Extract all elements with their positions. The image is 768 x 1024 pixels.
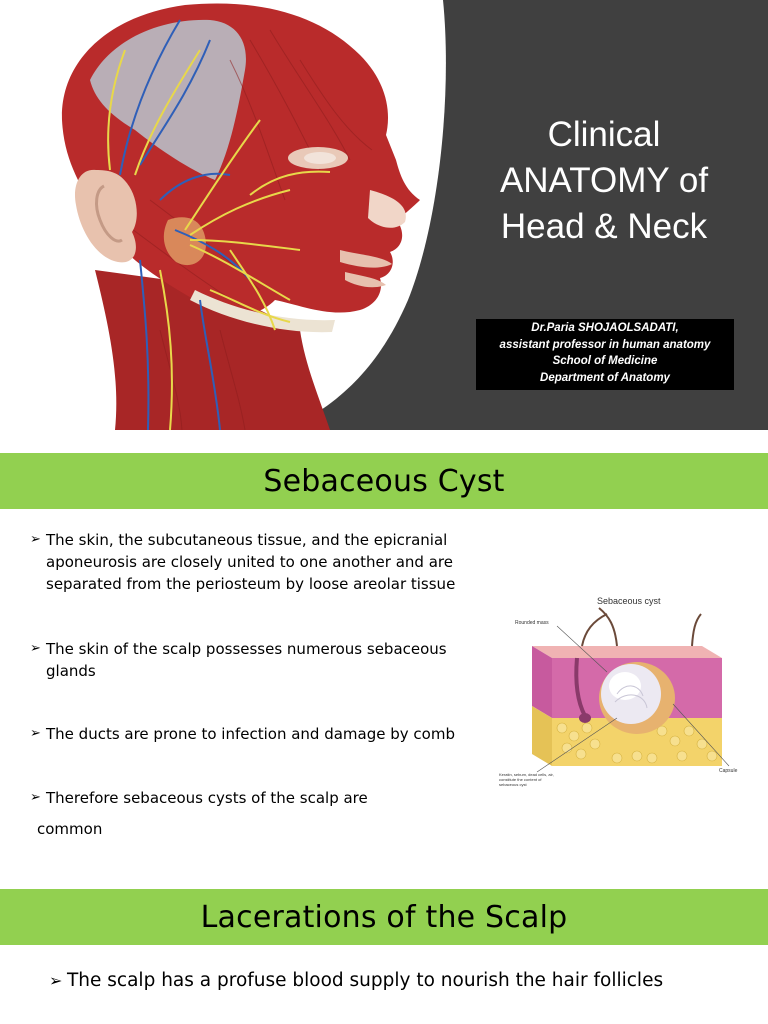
slide-title: Lacerations of the Scalp [200,899,568,935]
bullet-item [30,529,455,595]
bullet-item [30,638,447,682]
slide-separator [0,430,768,453]
title-line: Head & Neck [500,207,708,246]
author-info-box [476,319,734,390]
label-keratin: sebaceous cyst [499,782,527,787]
sebaceous-cyst-diagram [497,586,747,792]
bullet-text: The ducts are prone to infection and damage by comb [46,725,455,743]
title-slide [0,0,768,430]
bullet-text: Therefore sebaceous cysts of the scalp are [46,789,368,807]
author-department: Department of Anatomy [540,371,670,384]
slide-title-band [0,453,768,509]
bullet-item [30,723,455,745]
arrow-bullet-icon: ➢ [30,726,41,741]
bullet-continuation [37,818,102,840]
title-line: ANATOMY of [499,161,709,200]
bullet-text: The skin of the scalp possesses numerous sebaceous glands [46,640,447,680]
bullet-text: The scalp has a profuse blood supply to nourish the hair follicles [67,970,664,991]
bullet-item [49,966,663,996]
bullet-item [30,787,368,809]
bullet-text: common [37,820,103,838]
head-anatomy-image [0,0,470,430]
author-position: assistant professor in human anatomy [499,338,711,351]
label-keratin: Keratin, sebum, dead cells, air, [499,772,554,777]
label-keratin: constitute the content of [499,777,542,782]
arrow-bullet-icon: ➢ [30,641,41,656]
slide-title: Sebaceous Cyst [263,463,505,499]
author-name: Dr.Paria SHOJAOLSADATI, [531,322,679,334]
arrow-bullet-icon: ➢ [30,790,41,805]
presentation-title [470,112,738,250]
title-line: Clinical [547,115,661,154]
author-school: School of Medicine [552,355,658,367]
diagram-title: Sebaceous cyst [597,596,661,606]
arrow-bullet-icon: ➢ [30,532,41,547]
slide-title-band [0,889,768,945]
bullet-text: The skin, the subcutaneous tissue, and the epicranial aponeurosis are closely united to one another and are separated from the periosteum by loose areolar tissue [46,531,456,593]
arrow-bullet-icon: ➢ [49,971,63,990]
label-capsule: Capsule [719,768,738,774]
label-rounded-mass: Rounded mass [515,620,549,626]
